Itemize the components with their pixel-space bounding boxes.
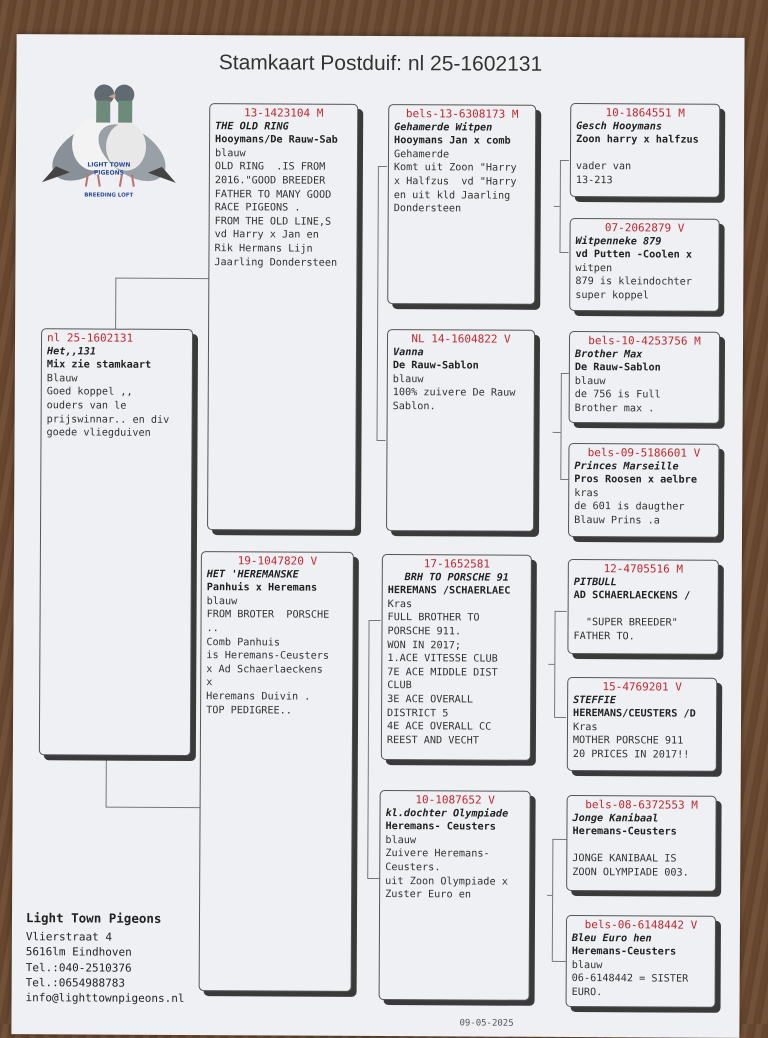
color	[574, 603, 713, 617]
loft-name: Light Town Pigeons	[25, 910, 162, 926]
color: witpen	[575, 262, 613, 275]
ggp-fff-card[interactable]	[570, 103, 720, 198]
pigeon-name: Princes Marseille	[574, 460, 679, 473]
notes: 100% zuivere De Rauw Sablon.	[392, 387, 516, 413]
color: Gehamerde	[393, 148, 450, 161]
pigeon-name: STEFFIE	[573, 694, 617, 706]
color: blauw	[571, 959, 603, 971]
notes: Goed koppel ,, ouders van le prijswinnar.. en div goede vliegduiven	[46, 386, 170, 439]
ggp-fmf-card[interactable]	[569, 331, 720, 424]
logo-line1: LIGHT TOWN	[87, 161, 131, 169]
breeder: HEREMANS/CEUSTERS /D	[573, 708, 696, 720]
ring-number: 10-1864551 M	[605, 106, 685, 120]
notes: de 601 is daugther Blauw Prins .a	[574, 501, 685, 527]
ring-number: 17-1652581	[423, 557, 490, 571]
ggp-mff-card[interactable]	[567, 559, 718, 655]
breeder: Heremans-Ceusters	[572, 826, 677, 838]
breeder: Mix zie stamkaart	[46, 359, 152, 371]
pigeon-name: THE OLD RING	[215, 120, 289, 133]
pigeon-name: BRH TO PORSCHE 91	[404, 571, 509, 584]
street: Vlierstraat 4	[25, 930, 113, 944]
ring-number: 13-1423104 M	[243, 106, 324, 120]
ggp-ffm-card[interactable]	[569, 218, 719, 312]
notes: JONGE KANIBAAL IS ZOON OLYMPIADE 003.	[572, 853, 689, 879]
pigeon-logo	[34, 74, 185, 205]
color: blauw	[392, 373, 424, 386]
breeder: HEREMANS /SCHAERLAEC	[387, 585, 511, 597]
grandmother-maternal-card[interactable]	[379, 790, 531, 1001]
grandfather-maternal-card[interactable]	[381, 554, 532, 761]
city: 5616lm Eindhoven	[25, 945, 132, 960]
breeder: De Rauw-Sablon	[574, 362, 661, 374]
color: blauw	[574, 375, 606, 387]
pigeon-name: Gehamerde Witpen	[394, 121, 493, 134]
notes: Komt uit Zoon "Harry x Halfzus vd "Harry en uit kld Jaarling Dondersteen	[393, 162, 517, 215]
breeder: De Rauw-Sablon	[392, 360, 479, 372]
logo-line2: PIGEONS	[93, 169, 124, 177]
color	[576, 147, 714, 161]
ggp-mmm-card[interactable]	[566, 915, 716, 1008]
father-card[interactable]	[207, 103, 358, 531]
breeder: Zoon harry x halfzus	[576, 134, 699, 146]
ring-number: NL 14-1604822 V	[411, 332, 511, 346]
ring-number: bels-08-6372553 M	[585, 798, 698, 812]
notes: de 756 is Full Brother max .	[574, 389, 661, 415]
pigeon-name: Vanna	[392, 346, 424, 358]
pigeon-name: Bleu Euro hen	[571, 932, 652, 945]
color: Kras	[387, 598, 413, 610]
ring-number: nl 25-1602131	[46, 331, 134, 345]
breeder: Heremans-Ceusters	[571, 946, 677, 958]
notes: FROM BROTER PORSCHE .. Comb Panhuis is Heremans-Ceusters x Ad Schaerlaeckens x Heremans Duivin . TOP PEDIGREE..	[206, 609, 330, 717]
pigeon-name: Witpenneke 879	[575, 235, 662, 248]
pigeon-name: Jonge Kanibaal	[572, 812, 659, 825]
print-date: 09-05-2025	[459, 1018, 514, 1029]
email-link[interactable]: info@lighttownpigeons.nl	[25, 991, 185, 1006]
ring-number: bels-13-6308173 M	[405, 107, 519, 121]
ring-number: 19-1047820 V	[237, 554, 318, 568]
ring-number: 07-2062879 V	[604, 221, 685, 235]
ring-number: 12-4705516 M	[603, 562, 684, 576]
ggp-mfm-card[interactable]	[567, 677, 717, 772]
ring-number: bels-09-5186601 V	[587, 446, 701, 460]
color: blauw	[385, 834, 417, 846]
pigeon-name: Het,,131	[46, 345, 97, 358]
mother-card[interactable]	[199, 551, 354, 992]
color: kras	[574, 487, 599, 499]
pigeon-name: PITBULL	[573, 576, 617, 588]
breeder: Pros Roosen x aelbre	[574, 474, 697, 486]
color: Blauw	[46, 373, 78, 385]
grandfather-paternal-card[interactable]	[387, 104, 536, 305]
breeder: Heremans- Ceusters	[385, 821, 496, 833]
notes: OLD RING .IS FROM 2016."GOOD BREEDER FATHER TO MANY GOOD RACE PIGEONS . FROM THE OLD LINE,S vd Harry x Jan en Rik Hermans Lijn Jaarling Dondersteen	[214, 161, 338, 269]
pigeon-name: Gesch Hooymans	[576, 120, 663, 133]
ring-number: 10-1087652 V	[415, 793, 495, 807]
breeder: Hooymans Jan x comb	[394, 135, 511, 147]
notes: FULL BROTHER TO PORSCHE 911. WON IN 2017; 1.ACE VITESSE CLUB 7E ACE MIDDLE DIST CLUB 3E ACE OVERALL DISTRICT 5 4E ACE OVERALL CC REEST AND VECHT	[386, 612, 498, 747]
grandmother-paternal-card[interactable]	[386, 329, 535, 532]
phone: Tel.:040-2510376	[25, 960, 132, 975]
breeder: vd Putten -Coolen x	[575, 249, 693, 261]
color: Kras	[572, 721, 598, 733]
page-title: Stamkaart Postduif: nl 25-1602131	[218, 51, 543, 76]
ggp-fmm-card[interactable]	[568, 443, 719, 538]
color	[572, 839, 710, 853]
ring-number: bels-10-4253756 M	[588, 334, 701, 348]
breeder: AD SCHAERLAECKENS /	[573, 590, 691, 602]
ring-number: 15-4769201 V	[602, 680, 682, 694]
pigeon-name: kl.dochter Olympiade	[385, 807, 509, 820]
notes: MOTHER PORSCHE 911 20 PRICES IN 2017!!	[572, 735, 690, 761]
subject-card[interactable]	[39, 328, 193, 756]
pedigree-sheet	[11, 34, 744, 1038]
ring-number: bels-06-6148442 V	[584, 918, 698, 932]
ggp-mmf-card[interactable]	[566, 795, 717, 892]
notes: 06-6148442 = SISTER EURO.	[571, 973, 689, 999]
notes: Zuivere Heremans- Ceusters. uit Zoon Olympiade x Zuster Euro en	[385, 848, 508, 901]
contact-footer	[26, 910, 185, 1006]
notes: 879 is kleindochter super koppel	[575, 276, 692, 302]
pigeon-name: HET 'HEREMANSKE	[206, 568, 299, 581]
breeder: Hooymans/De Rauw-Sab	[215, 134, 338, 146]
color: blauw	[206, 595, 238, 608]
pigeon-name: Brother Max	[574, 348, 643, 360]
logo-line3: BREEDING LOFT	[84, 192, 134, 199]
breeder: Panhuis x Heremans	[206, 582, 318, 594]
mobile: Tel.:0654988783	[25, 975, 126, 990]
color: blauw	[214, 147, 246, 160]
notes: "SUPER BREEDER" FATHER TO.	[573, 617, 678, 643]
notes: vader van 13-213	[575, 161, 632, 187]
